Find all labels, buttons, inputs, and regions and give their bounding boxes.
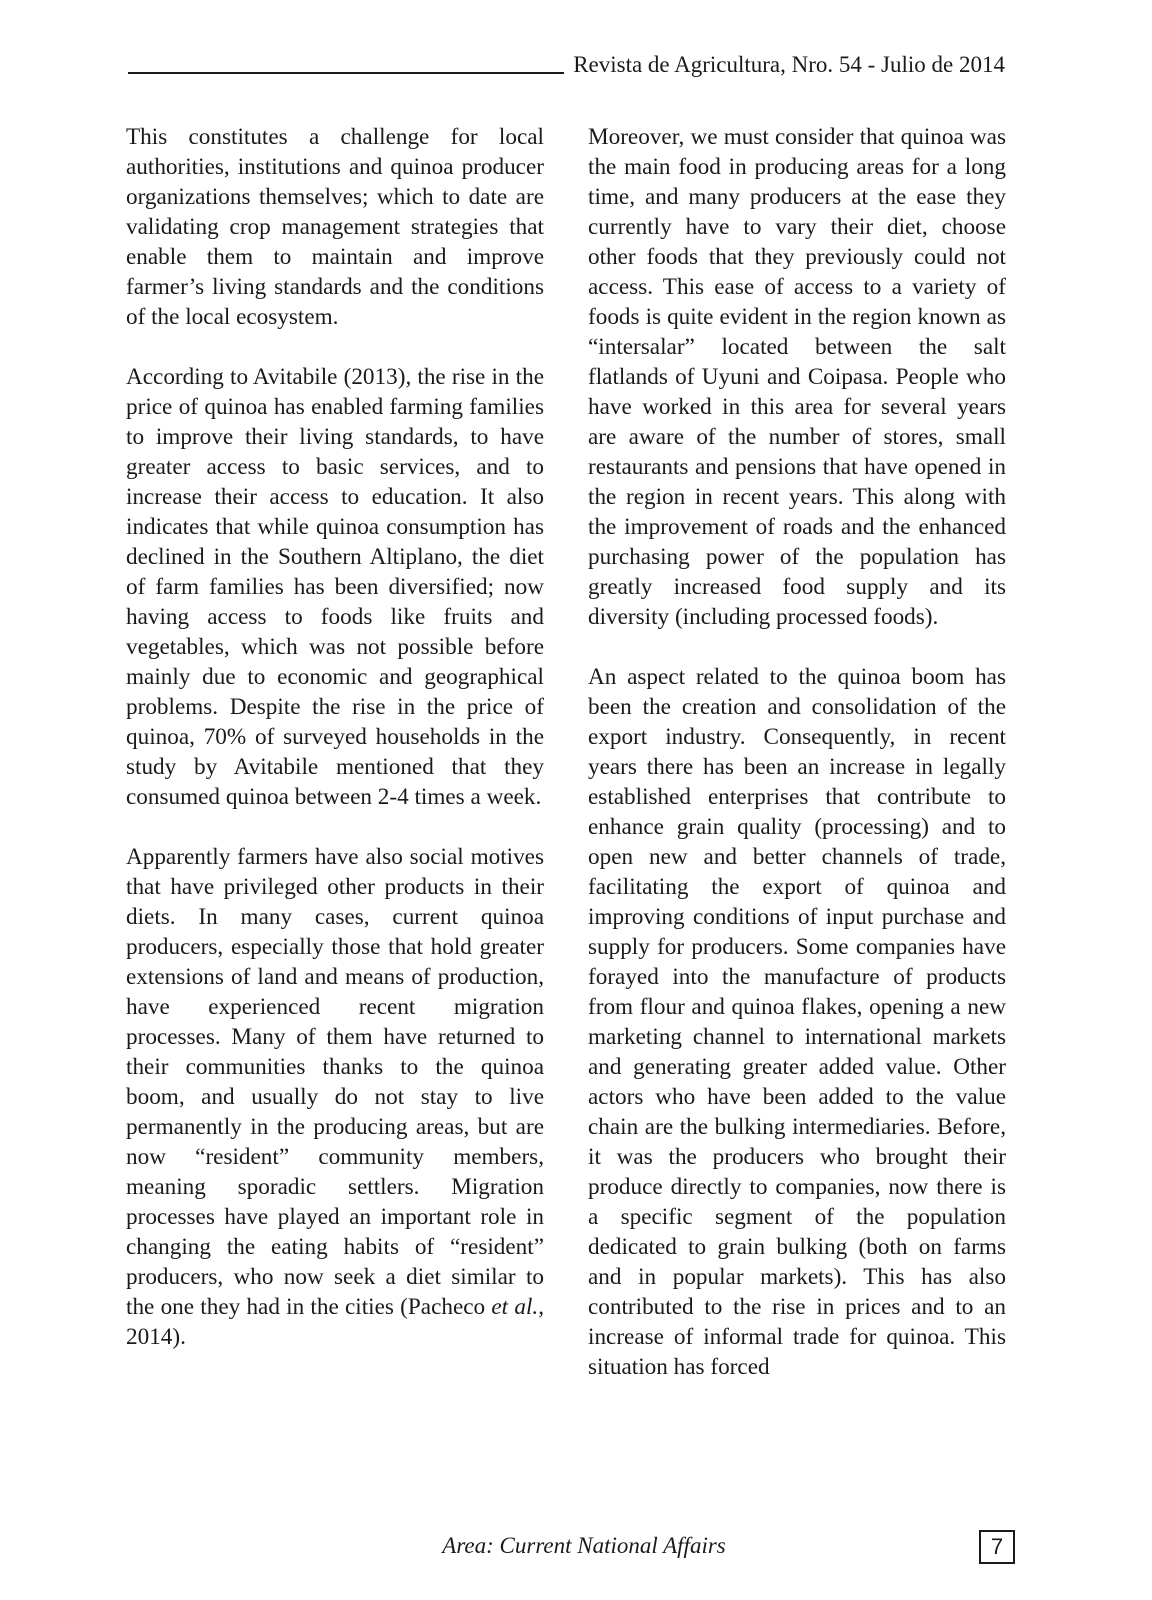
- paragraph: This constitutes a challenge for local authorities, institutions and quinoa producer organizations themselves; which to date are validating crop management strategies that enable them to maintain and improve farmer’s living standards and the conditions of the local ecosystem.: [126, 124, 544, 330]
- paragraph: According to Avitabile (2013), the rise in the price of quinoa has enabled farming families to improve their living standards, to have greater access to basic services, and to increase their access to education. It also indicates that while quinoa consumption has declined in the Southern Altiplano, the diet of farm families has been diversified; now having access to foods like fruits and vegetables, which was not possible before mainly due to economic and geographical problems. Despite the rise in the price of quinoa, 70% of surveyed households in the study by Avitabile mentioned that they consumed quinoa between 2-4 times a week.: [126, 364, 544, 810]
- citation-et-al: et al.,: [491, 1294, 544, 1320]
- paragraph: [126, 842, 544, 1352]
- paragraph-text: Apparently farmers have also social motives that have privileged other products in their diets. In many cases, current quinoa producers, especially those that hold greater extensions of land and means of production, have experienced recent migration processes. Many of them have returned to their communities thanks to the quinoa boom, and usually do not stay to live permanently in the producing areas, but are now “resident” community members, meaning sporadic settlers. Migration processes have played an important role in changing the eating habits of “resident” producers, who now seek a diet similar to the one they had in the cities (Pacheco: [126, 844, 544, 1320]
- paragraph: Moreover, we must consider that quinoa was the main food in producing areas for a long time, and many producers at the ease they currently have to vary their diet, choose other foods that they previously could not access. This ease of access to a variety of foods is quite evident in the region known as “intersalar” located between the salt flatlands of Uyuni and Coipasa. People who have worked in this area for several years are aware of the number of stores, small restaurants and pensions that have opened in the region in recent years. This along with the improvement of roads and the enhanced purchasing power of the population has greatly increased food supply and its diversity (including processed foods).: [588, 124, 1006, 630]
- footer-section-label: Area: Current National Affairs: [442, 1533, 726, 1558]
- left-column: [126, 122, 544, 1382]
- right-column: [588, 122, 1006, 1382]
- paragraph-text-end: 2014).: [126, 1324, 186, 1350]
- header-rule: [128, 72, 564, 74]
- journal-title: Revista de Agricultura, Nro. 54 - Julio de 2014: [573, 52, 1005, 77]
- paragraph: An aspect related to the quinoa boom has been the creation and consolidation of the export industry. Consequently, in recent years there has been an increase in legally established enterprises that contribute to enhance grain quality (processing) and to open new and better channels of trade, facilitating the export of quinoa and improving conditions of input purchase and supply for producers. Some companies have forayed into the manufacture of products from flour and quinoa flakes, opening a new marketing channel to international markets and generating greater added value. Other actors who have been added to the value chain are the bulking intermediaries. Before, it was the producers who brought their produce directly to companies, now there is a specific segment of the population dedicated to grain bulking (both on farms and in popular markets). This has also contributed to the rise in prices and to an increase of informal trade for quinoa. This situation has forced: [588, 664, 1006, 1380]
- page-number: 7: [979, 1530, 1015, 1564]
